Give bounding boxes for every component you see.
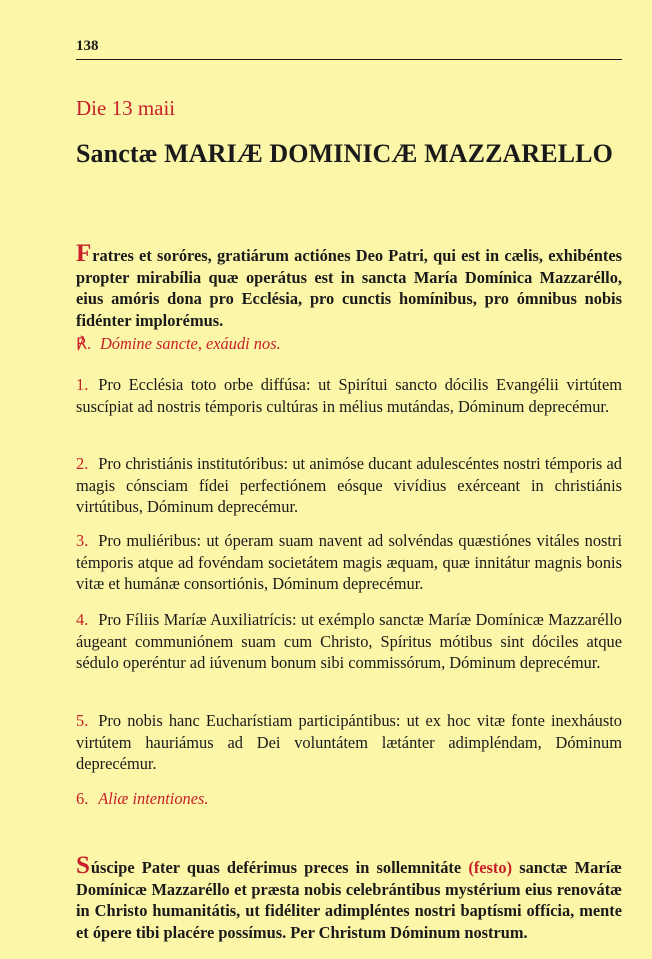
intention-number: 4. [76,610,89,629]
intention-6 [76,788,622,810]
header-rule [76,59,622,60]
day-heading: Die 13 maii [76,96,176,120]
conclusion-paragraph [76,852,622,943]
introduction-text: ratres et soróres, gratiárum actiónes Deo Patri, qui est in cælis, exhibéntes propter mirabília quæ operátus est in sancta María Domínica Mazzaréllo, eius amóris dona pro Ecclésia, pro cunctis homínibus, pro ómnibus nobis fidénter implorémus. [76,246,622,330]
intention-number: 1. [76,375,89,394]
conclusion-dropcap: S [76,852,90,879]
conclusion-text-end: sanctæ Maríæ Domínicæ Mazzaréllo et præsta nobis celebrántibus mystérium eius renovátæ in Christo humanitátis, ut fidéliter adimpléntes nostri baptísmi offícia, mente et ópere tibi placére possímus. Per Christum Dóminum nostrum. [76,858,622,942]
intention-3 [76,530,622,595]
intention-number: 5. [76,711,89,730]
response-text: Dómine sancte, exáudi nos. [99,334,281,353]
intention-text: Aliæ intentiones. [98,789,209,808]
response-line [76,334,281,354]
introduction-dropcap: F [76,240,92,267]
conclusion-text-start: úscipe Pater quas deférimus preces in sollemnitáte [90,858,469,877]
intention-text: Pro Fíliis Maríæ Auxiliatrícis: ut exémplo sanctæ Maríæ Domínicæ Mazzaréllo áugeant communiónem suam cum Christo, Spíritus mótibus sint dóciles atque sédulo operéntur ad iúvenum bonum sibi commissórum, Dóminum deprecémur. [76,610,622,673]
intention-4 [76,609,622,674]
introduction-paragraph [76,240,622,331]
intention-number: 3. [76,531,89,550]
optional-feast-rank: (festo) [468,858,513,877]
response-symbol: ℟. [76,336,91,353]
intention-text: Pro christiánis institutóribus: ut animóse ducant adulescéntes nostri témporis ad magis cónsciam fídei perfectiónem eósque vivídius exérceant in christiánis virtútibus, Dóminum deprecémur. [76,454,622,517]
intention-2 [76,453,622,518]
feast-title: Sanctæ MARIÆ DOMINICÆ MAZZARELLO [76,139,613,168]
intention-text: Pro nobis hanc Eucharístiam participántibus: ut ex hoc vitæ fonte inexháusto virtútem hauriámus ad Dei voluntátem lætánter adimpléndam, Dóminum deprecémur. [76,711,622,774]
intention-text: Pro muliéribus: ut óperam suam navent ad solvéndas quæstiónes vitáles nostri témporis atque ad fovéndam societátem magis æquam, quæ innitátur magnis bonis vitæ et humánæ consortiónis, Dóminum deprecémur. [76,531,622,594]
intention-1 [76,374,622,417]
page-number: 138 [76,38,99,54]
intention-5 [76,710,622,775]
intention-number: 2. [76,454,89,473]
intention-number: 6. [76,789,89,808]
intention-text: Pro Ecclésia toto orbe diffúsa: ut Spirítui sancto dócilis Evangélii virtútem suscípiat ad nostris témporis cultúras in mélius mutándas, Dóminum deprecémur. [76,375,622,416]
